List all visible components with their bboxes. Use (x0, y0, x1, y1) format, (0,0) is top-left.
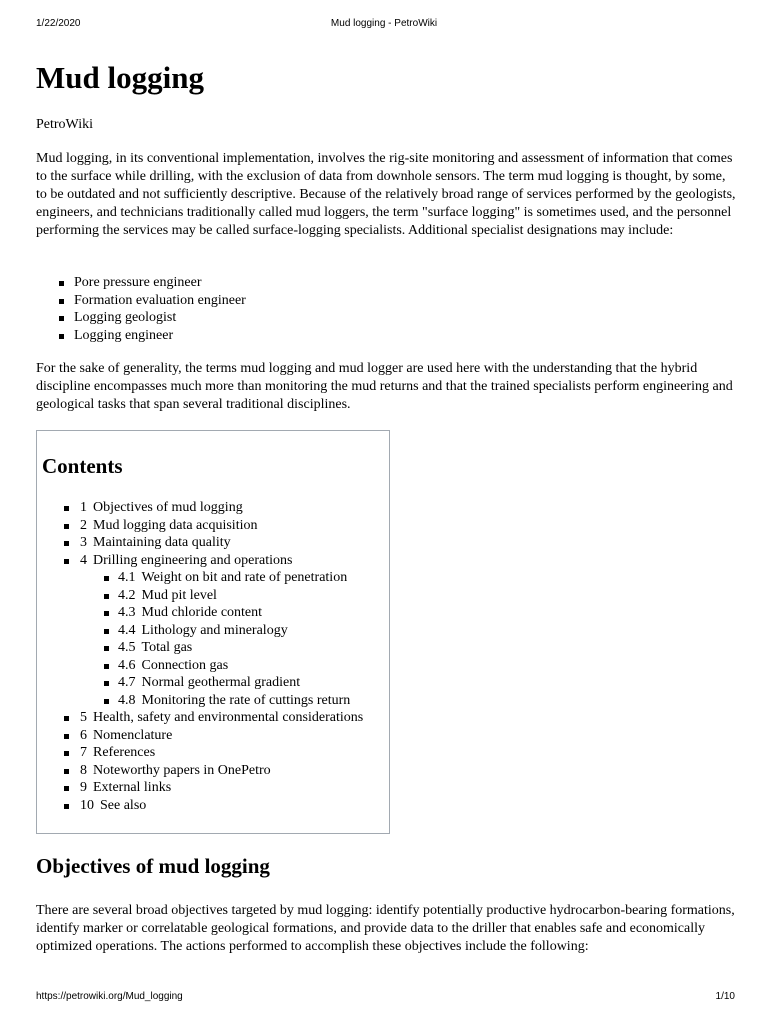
section-paragraph: There are several broad objectives targeted by mud logging: identify potentially productive hydrocarbon-bearing formations, identify marker or correlatable geological formations, and provide data to the driller that enables safe and economically optimized operations. The actions performed to accomplish these objectives include the following: (36, 903, 735, 954)
toc-item[interactable]: 10 See also (37, 797, 363, 815)
toc-list (37, 499, 363, 814)
toc-item[interactable]: 8 Noteworthy papers in OnePetro (37, 762, 363, 780)
toc-sublist (37, 569, 363, 709)
article (36, 58, 736, 954)
intro-paragraph: Mud logging, in its conventional implementation, involves the rig-site monitoring and assessment of information that comes to the surface while drilling, with the exclusion of data from downhole sensors. The term mud logging is thought, by some, to be outdated and not sufficiently descriptive. Because of the relatively broad range of services performed by the geologists, engineers, and technicians traditionally called mud loggers, the term "surface logging" is sometimes used, and the personnel performing the services may be called surface-logging specialists. Additional specialist designations may include: (36, 151, 736, 238)
site-name: PetroWiki (36, 117, 93, 132)
toc-item[interactable]: 7 References (37, 744, 363, 762)
toc-subitem[interactable]: 4.2 Mud pit level (80, 587, 363, 605)
toc-item[interactable]: 5 Health, safety and environmental considerations (37, 709, 363, 727)
toc-item[interactable]: 1 Objectives of mud logging (37, 499, 363, 517)
toc-subitem[interactable]: 4.1 Weight on bit and rate of penetration (80, 569, 363, 587)
list-item: Pore pressure engineer (36, 274, 246, 292)
toc-item[interactable]: 4 Drilling engineering and operations 4.1 Weight on bit and rate of penetration 4.2 Mud pit level 4.3 Mud chloride content 4.4 Lithology and mineralogy 4.5 Total gas 4.6 Connection gas 4.7 Normal geothermal gradient 4.8 Monitoring the rate of cuttings return (37, 552, 363, 710)
toc-subitem[interactable]: 4.6 Connection gas (80, 657, 363, 675)
toc-subitem[interactable]: 4.3 Mud chloride content (80, 604, 363, 622)
toc-subitem[interactable]: 4.8 Monitoring the rate of cuttings return (80, 692, 363, 710)
toc-heading: Contents (42, 454, 123, 478)
page-number: 1/10 (715, 991, 735, 1002)
toc-item[interactable]: 6 Nomenclature (37, 727, 363, 745)
toc-subitem[interactable]: 4.7 Normal geothermal gradient (80, 674, 363, 692)
toc-subitem[interactable]: 4.5 Total gas (80, 639, 363, 657)
table-of-contents (36, 430, 390, 834)
toc-item[interactable]: 9 External links (37, 779, 363, 797)
toc-item[interactable]: 3 Maintaining data quality (37, 534, 363, 552)
list-item: Formation evaluation engineer (36, 292, 246, 310)
list-item: Logging engineer (36, 327, 246, 345)
designations-list (36, 274, 246, 344)
section-heading: Objectives of mud logging (36, 854, 270, 878)
list-item: Logging geologist (36, 309, 246, 327)
toc-item[interactable]: 2 Mud logging data acquisition (37, 517, 363, 535)
print-title: Mud logging - PetroWiki (330, 18, 438, 29)
generality-paragraph: For the sake of generality, the terms mud logging and mud logger are used here with the understanding that the hybrid discipline encompasses much more than monitoring the mud returns and that the trained specialists perform engineering and geological tasks that span several traditional disciplines. (36, 361, 733, 412)
page-title: Mud logging (36, 60, 204, 95)
toc-subitem[interactable]: 4.4 Lithology and mineralogy (80, 622, 363, 640)
page-url: https://petrowiki.org/Mud_logging (36, 991, 183, 1002)
print-date: 1/22/2020 (36, 18, 81, 29)
